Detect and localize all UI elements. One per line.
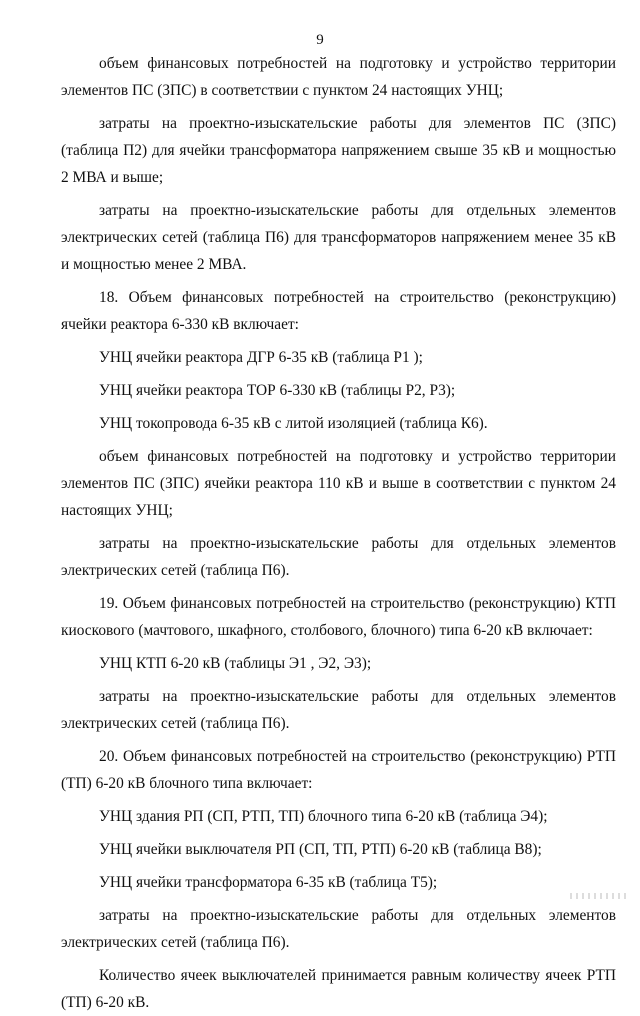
paragraph: объем финансовых потребностей на подготовку и устройство территории элементов ПС (ЗПС) ячейки реактора 110 кВ и выше в соответствии с пунктом 24 настоящих УНЦ; — [61, 448, 616, 519]
page-number: 9 — [316, 32, 324, 48]
paragraph: Количество ячеек выключателей принимается равным количеству ячеек РТП (ТП) 6-20 кВ. — [61, 967, 616, 1011]
paragraph: УНЦ ячейки выключателя РП (СП, ТП, РТП) 6-20 кВ (таблица В8); — [99, 841, 542, 858]
body-text — [61, 50, 616, 1016]
paragraph: УНЦ ячейки реактора ДГР 6-35 кВ (таблица Р1 ); — [99, 349, 423, 366]
paragraph: затраты на проектно-изыскательские работы для отдельных элементов электрических сетей (таблица П6). — [61, 688, 616, 732]
paragraph: УНЦ ячейки реактора ТОР 6-330 кВ (таблицы Р2, Р3); — [99, 382, 456, 399]
paragraph: 19. Объем финансовых потребностей на строительство (реконструкцию) КТП киоскового (мачтового, шкафного, столбового, блочного) типа 6-20 кВ включает: — [61, 595, 616, 639]
paragraph: УНЦ КТП 6-20 кВ (таблицы Э1 , Э2, Э3); — [99, 655, 372, 672]
paragraph: затраты на проектно-изыскательские работы для элементов ПС (ЗПС) (таблица П2) для ячейки трансформатора напряжением свыше 35 кВ и мощностью 2 МВА и выше; — [61, 115, 616, 186]
paragraph: УНЦ здания РП (СП, РТП, ТП) блочного типа 6-20 кВ (таблица Э4); — [99, 808, 548, 825]
paragraph: объем финансовых потребностей на подготовку и устройство территории элементов ПС (ЗПС) в соответствии с пунктом 24 настоящих УНЦ; — [61, 55, 616, 99]
paragraph: УНЦ токопровода 6-35 кВ с литой изоляцией (таблица К6). — [99, 415, 488, 432]
paragraph: затраты на проектно-изыскательские работы для отдельных элементов электрических сетей (таблица П6). — [61, 907, 616, 951]
paragraph: затраты на проектно-изыскательские работы для отдельных элементов электрических сетей (таблица П6). — [61, 535, 616, 579]
scan-artifact — [570, 893, 630, 899]
paragraph: затраты на проектно-изыскательские работы для отдельных элементов электрических сетей (таблица П6) для трансформаторов напряжением менее 35 кВ и мощностью менее 2 МВА. — [61, 202, 616, 273]
paragraph: 18. Объем финансовых потребностей на строительство (реконструкцию) ячейки реактора 6-330 кВ включает: — [61, 289, 616, 333]
paragraph: 20. Объем финансовых потребностей на строительство (реконструкцию) РТП (ТП) 6-20 кВ блочного типа включает: — [61, 748, 616, 792]
paragraph: УНЦ ячейки трансформатора 6-35 кВ (таблица Т5); — [99, 874, 438, 891]
